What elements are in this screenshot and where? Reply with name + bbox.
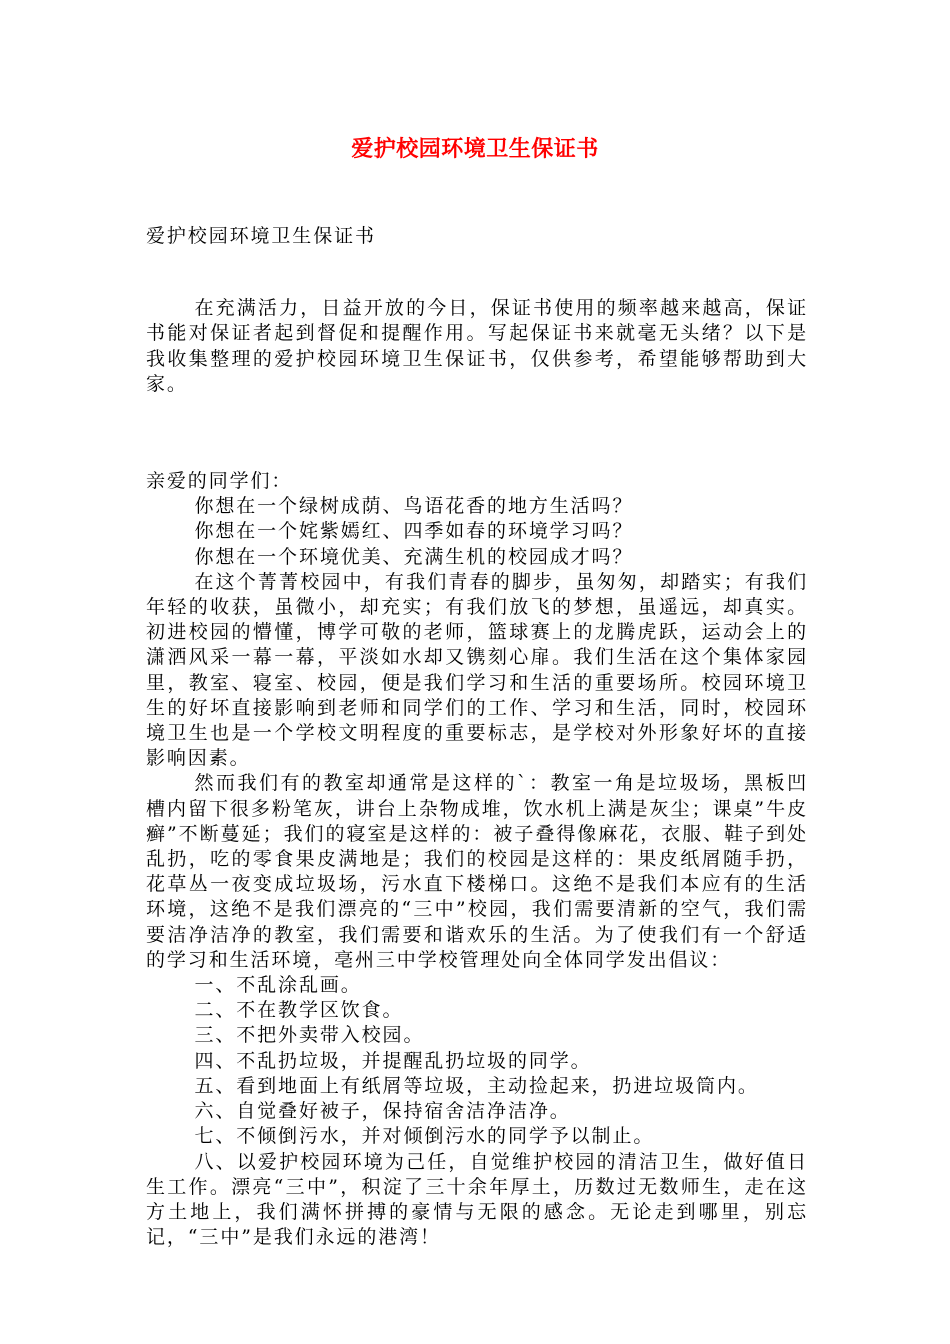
- question-2: 你想在一个姹紫嫣红、四季如春的环境学习吗？: [194, 520, 634, 543]
- question-3: 你想在一个环境优美、充满生机的校园成才吗？: [194, 545, 634, 568]
- rule-item-1: 一、不乱涂乱画。: [194, 974, 362, 997]
- intro-paragraph: 在充满活力，日益开放的今日，保证书使用的频率越来越高，保证书能对保证者起到督促和提醒作用。写起保证书来就毫无头绪？以下是我收集整理的爱护校园环境卫生保证书，仅供参考，希望能够帮助到大家。: [146, 297, 808, 395]
- problem-paragraph: 然而我们有的教室却通常是这样的`：教室一角是垃圾场，黑板凹槽内留下很多粉笔灰，讲台上杂物成堆，饮水机上满是灰尘；课桌”牛皮癣”不断蔓延；我们的寝室是这样的：被子叠得像麻花，衣服、鞋子到处乱扔，吃的零食果皮满地是；我们的校园是这样的：果皮纸屑随手扔，花草丛一夜变成垃圾场，污水直下楼梯口。这绝不是我们本应有的生活环境，这绝不是我们漂亮的“三中”校园，我们需要清新的空气，我们需要洁净洁净的教室，我们需要和谐欢乐的生活。为了使我们有一个舒适的学习和生活环境，亳州三中学校管理处向全体同学发出倡议：: [146, 772, 808, 971]
- rule-item-2: 二、不在教学区饮食。: [194, 999, 404, 1022]
- salutation: 亲爱的同学们：: [146, 470, 293, 493]
- rule-item-4: 四、不乱扔垃圾，并提醒乱扔垃圾的同学。: [194, 1049, 592, 1072]
- rule-item-6: 六、自觉叠好被子，保持宿舍洁净洁净。: [194, 1100, 571, 1123]
- rule-item-7: 七、不倾倒污水，并对倾倒污水的同学予以制止。: [194, 1125, 655, 1148]
- rule-item-3: 三、不把外卖带入校园。: [194, 1024, 425, 1047]
- document-title: 爱护校园环境卫生保证书: [351, 137, 599, 162]
- rule-item-5: 五、看到地面上有纸屑等垃圾，主动捡起来，扔进垃圾筒内。: [194, 1074, 759, 1097]
- document-body: [146, 224, 808, 1250]
- question-1: 你想在一个绿树成荫、鸟语花香的地方生活吗？: [194, 495, 634, 518]
- campus-paragraph: 在这个菁菁校园中，有我们青春的脚步，虽匆匆，却踏实；有我们年轻的收获，虽微小，却充实；有我们放飞的梦想，虽遥远，却真实。初进校园的懵懂，博学可敬的老师，篮球赛上的龙腾虎跃，运动会上的潇洒风采一幕一幕，平淡如水却又镌刻心扉。我们生活在这个集体家园里，教室、寝室、校园，便是我们学习和生活的重要场所。校园环境卫生的好坏直接影响到老师和同学们的工作、学习和生活，同时，校园环境卫生也是一个学校文明程度的重要标志，是学校对外形象好坏的直接影响因素。: [146, 570, 808, 770]
- document-subtitle: 爱护校园环境卫生保证书: [146, 225, 376, 247]
- rule-item-8: 八、以爱护校园环境为己任，自觉维护校园的清洁卫生，做好值日生工作。漂亮“三中”，积淀了三十余年厚土，历数过无数师生，走在这方土地上，我们满怀拼搏的豪情与无限的感念。无论走到哪里，别忘记，“三中”是我们永远的港湾！: [146, 1150, 808, 1249]
